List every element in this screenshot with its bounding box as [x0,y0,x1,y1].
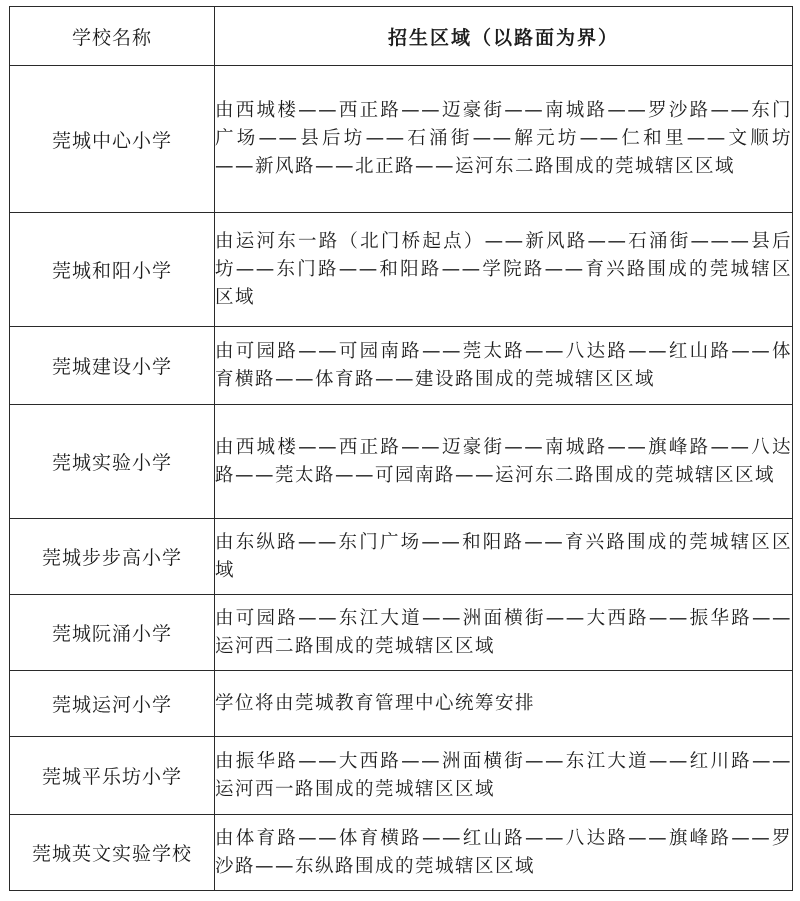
school-name-cell: 莞城建设小学 [10,327,215,405]
enrollment-area-cell: 学位将由莞城教育管理中心统筹安排 [215,671,793,737]
header-school-name: 学校名称 [10,7,215,66]
school-name-cell: 莞城和阳小学 [10,213,215,327]
school-name-cell: 莞城中心小学 [10,66,215,213]
header-enrollment-area: 招生区域（以路面为界） [215,7,793,66]
enrollment-area-cell: 由东纵路——东门广场——和阳路——育兴路围成的莞城辖区区域 [215,519,793,595]
table-row [10,66,793,213]
table-row [10,595,793,671]
school-name-cell: 莞城步步高小学 [10,519,215,595]
table-row [10,519,793,595]
school-name-cell: 莞城阮涌小学 [10,595,215,671]
enrollment-zone-table [9,6,793,891]
table-row [10,327,793,405]
enrollment-area-cell: 由体育路——体育横路——红山路——八达路——旗峰路——罗沙路——东纵路围成的莞城辖区区域 [215,815,793,891]
school-name-cell: 莞城平乐坊小学 [10,737,215,815]
table-row [10,213,793,327]
table-row [10,405,793,519]
table-row [10,737,793,815]
school-name-cell: 莞城运河小学 [10,671,215,737]
enrollment-area-cell: 由可园路——东江大道——洲面横街——大西路——振华路——运河西二路围成的莞城辖区区域 [215,595,793,671]
enrollment-area-cell: 由西城楼——西正路——迈豪街——南城路——罗沙路——东门广场——县后坊——石涌街——解元坊——仁和里——文顺坊——新风路——北正路——运河东二路围成的莞城辖区区域 [215,66,793,213]
enrollment-area-cell: 由运河东一路（北门桥起点）——新风路——石涌街———县后坊——东门路——和阳路——学院路——育兴路围成的莞城辖区区域 [215,213,793,327]
enrollment-area-cell: 由可园路——可园南路——莞太路——八达路——红山路——体育横路——体育路——建设路围成的莞城辖区区域 [215,327,793,405]
school-name-cell: 莞城英文实验学校 [10,815,215,891]
school-name-cell: 莞城实验小学 [10,405,215,519]
enrollment-area-cell: 由振华路——大西路——洲面横街——东江大道——红川路——运河西一路围成的莞城辖区区域 [215,737,793,815]
table-row [10,671,793,737]
table-row [10,815,793,891]
enrollment-area-cell: 由西城楼——西正路——迈豪街——南城路——旗峰路——八达路——莞太路——可园南路——运河东二路围成的莞城辖区区域 [215,405,793,519]
table-header-row [10,7,793,66]
